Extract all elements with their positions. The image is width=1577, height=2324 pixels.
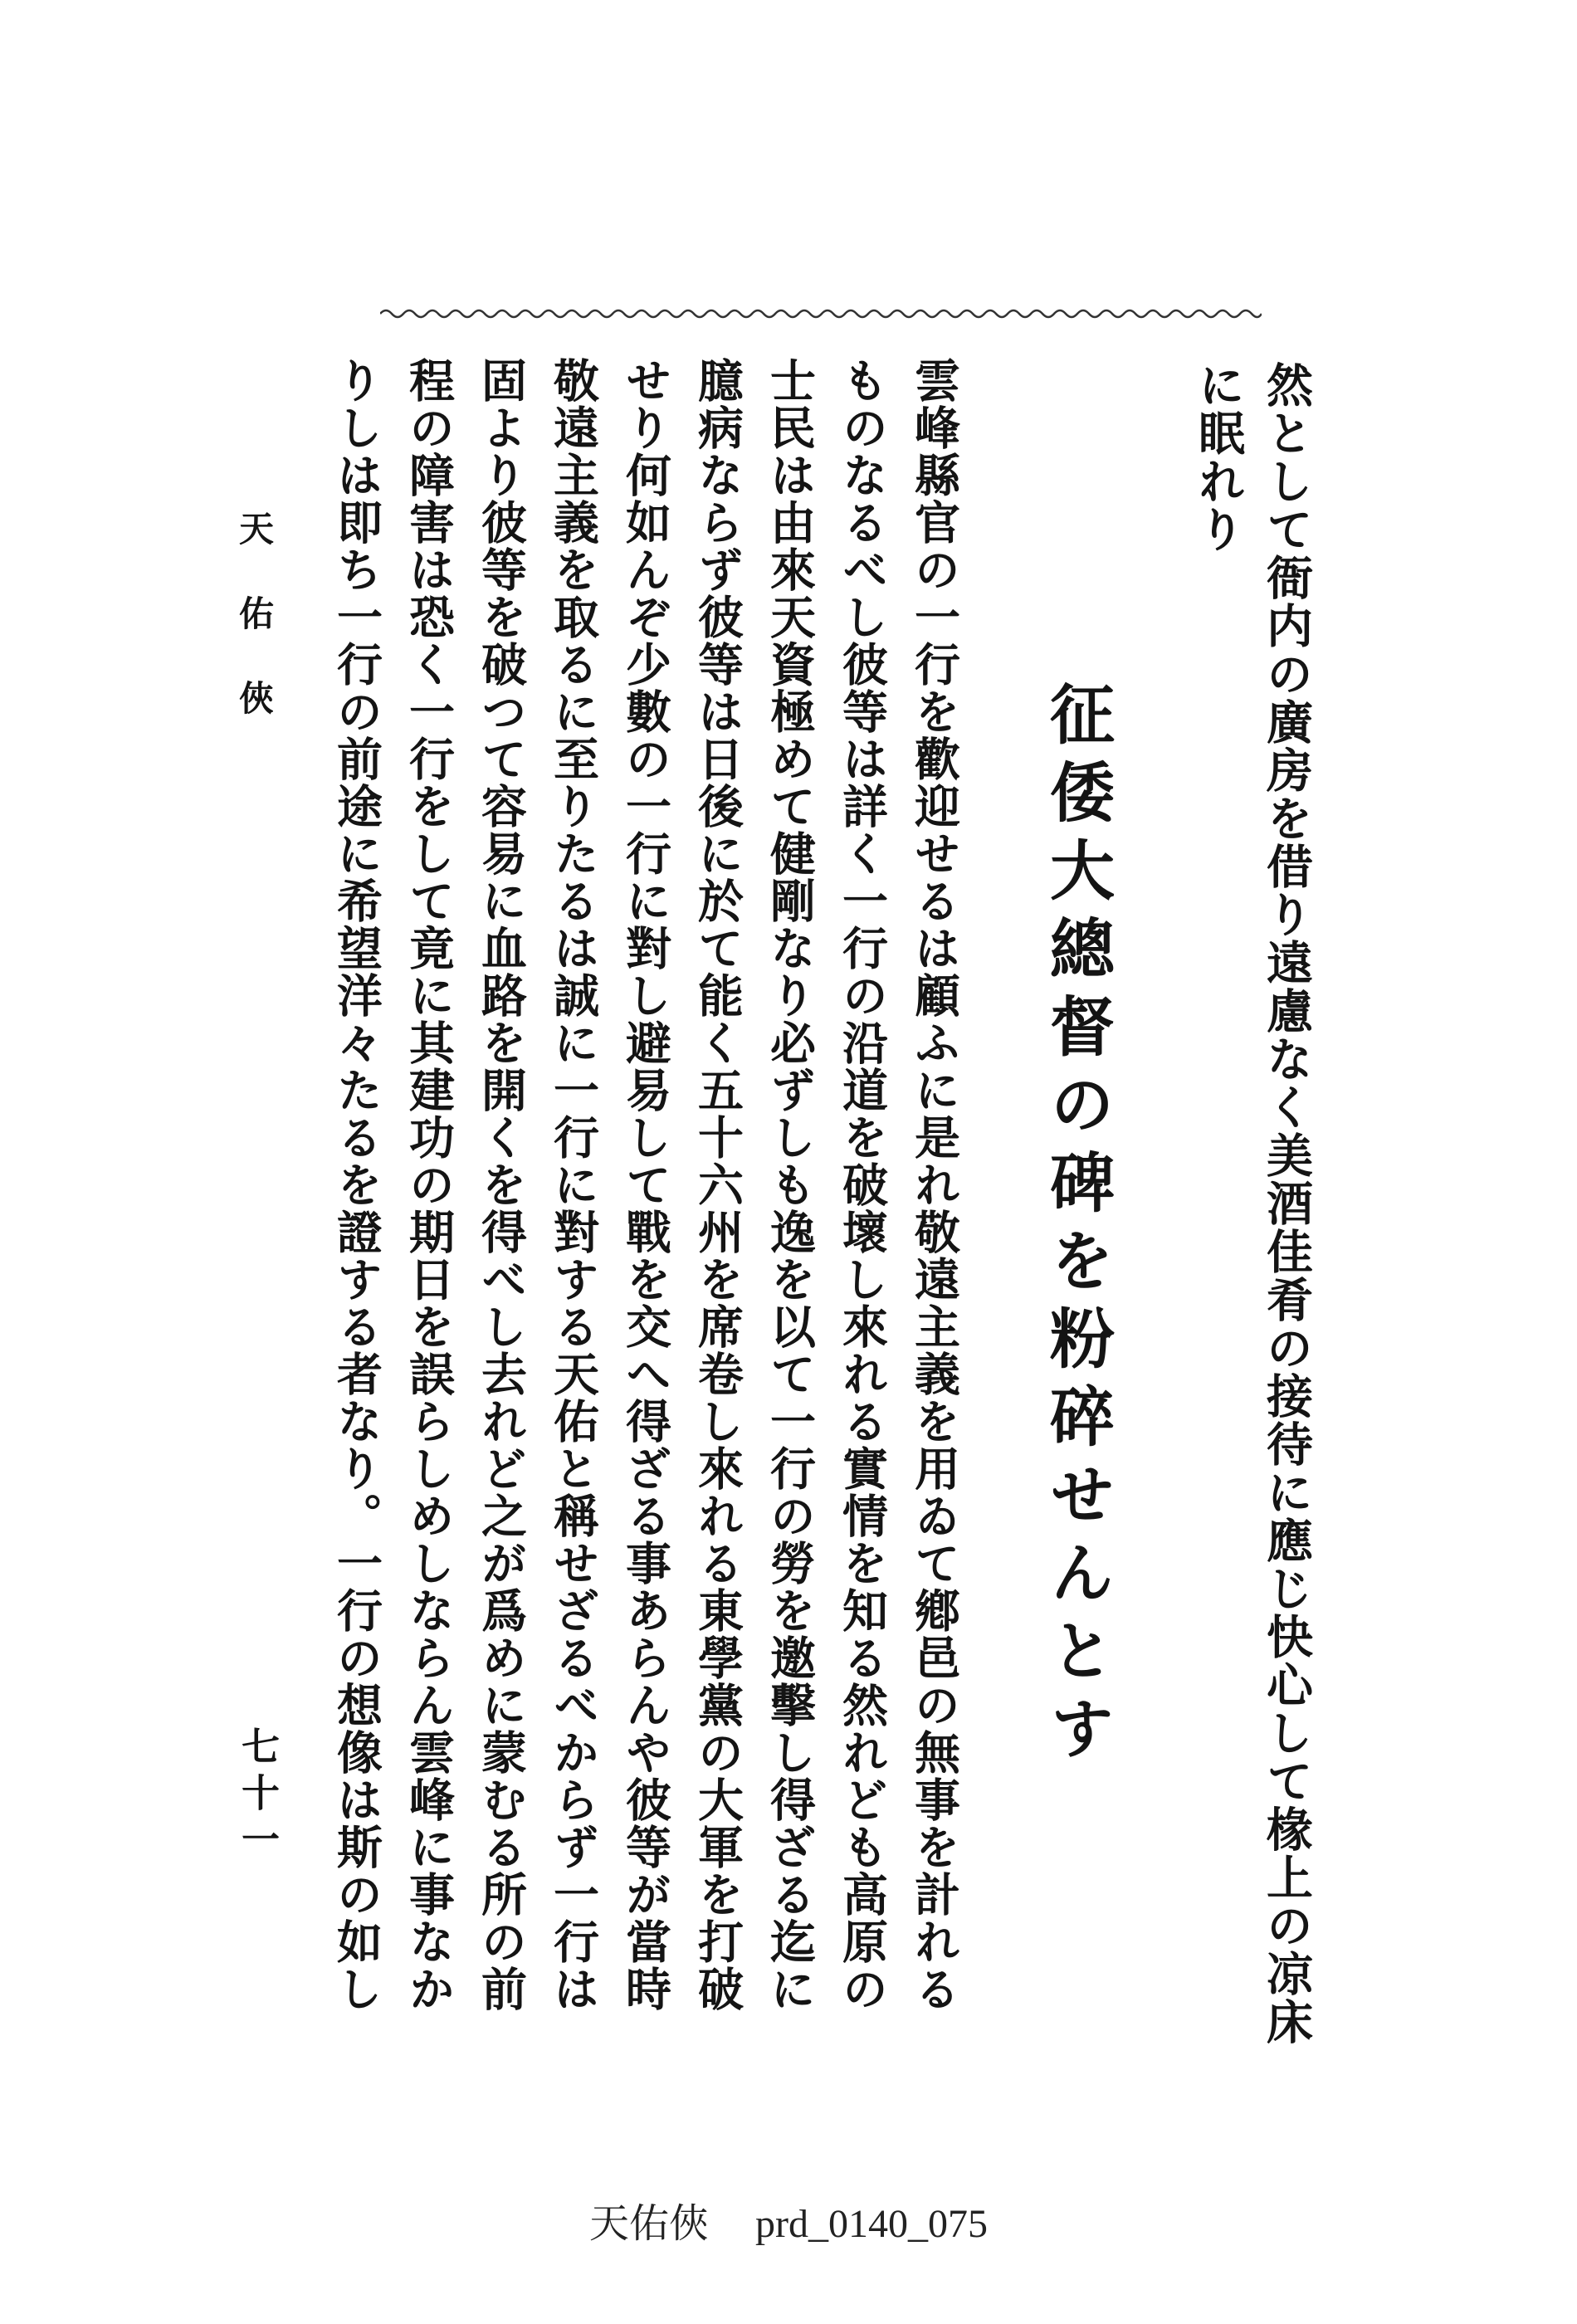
text-line-5: せり何如んぞ少數の一行に對し避易して戰を交へ得ざる事あらんや彼等が當時 [618,357,672,2013]
footer-caption [0,2191,1577,2248]
text-line-1: 雲峰縣官の一行を歡迎せるは顧ふに是れ敬遠主義を用ゐて鄕邑の無事を計れる [907,357,961,2013]
running-title: 天佑俠 [234,510,275,764]
section-heading: 征倭大總督の碑を粉碎せんとす [1039,681,1115,1773]
wavy-divider [380,305,1262,322]
text-line-4: 臆病ならず彼等は日後に於て能く五十六州を席卷し來れる東學黨の大軍を打破 [691,357,745,2013]
text-line-prev-1: 然として衙内の廣房を借り遠慮なく美酒佳肴の接待に應じ快心して椽上の凉床 [1259,361,1314,2046]
page-number: 七十一 [236,1726,281,1866]
text-line-3: 士民は由來天資極めて健剛なり必ずしも逸を以て一行の勞を邀擊し得ざる迄に [763,357,817,2013]
footer-id: prd_0140_075 [755,2202,988,2246]
text-line-6: 敬遠主義を取るに至りたるは誠に一行に對する天佑と稱せざるべからず一行は [546,357,600,2013]
text-line-8: 程の障害は恐く一行をして竟に其建功の期日を誤らしめしならん雲峰に事なか [402,357,456,2013]
text-line-2: ものなるべし彼等は詳く一行の沿道を破壞し來れる實情を知る然れども高原の [835,357,889,2013]
text-line-prev-2: に眠れり [1191,361,1246,554]
text-line-7: 固より彼等を破つて容易に血路を開くを得べし去れど之が爲めに蒙むる所の前 [474,357,528,2013]
text-line-9: りしは即ち一行の前途に希望洋々たるを證する者なり。一行の想像は斯の如し [330,357,383,2013]
footer-title: 天佑俠 [589,2202,710,2246]
